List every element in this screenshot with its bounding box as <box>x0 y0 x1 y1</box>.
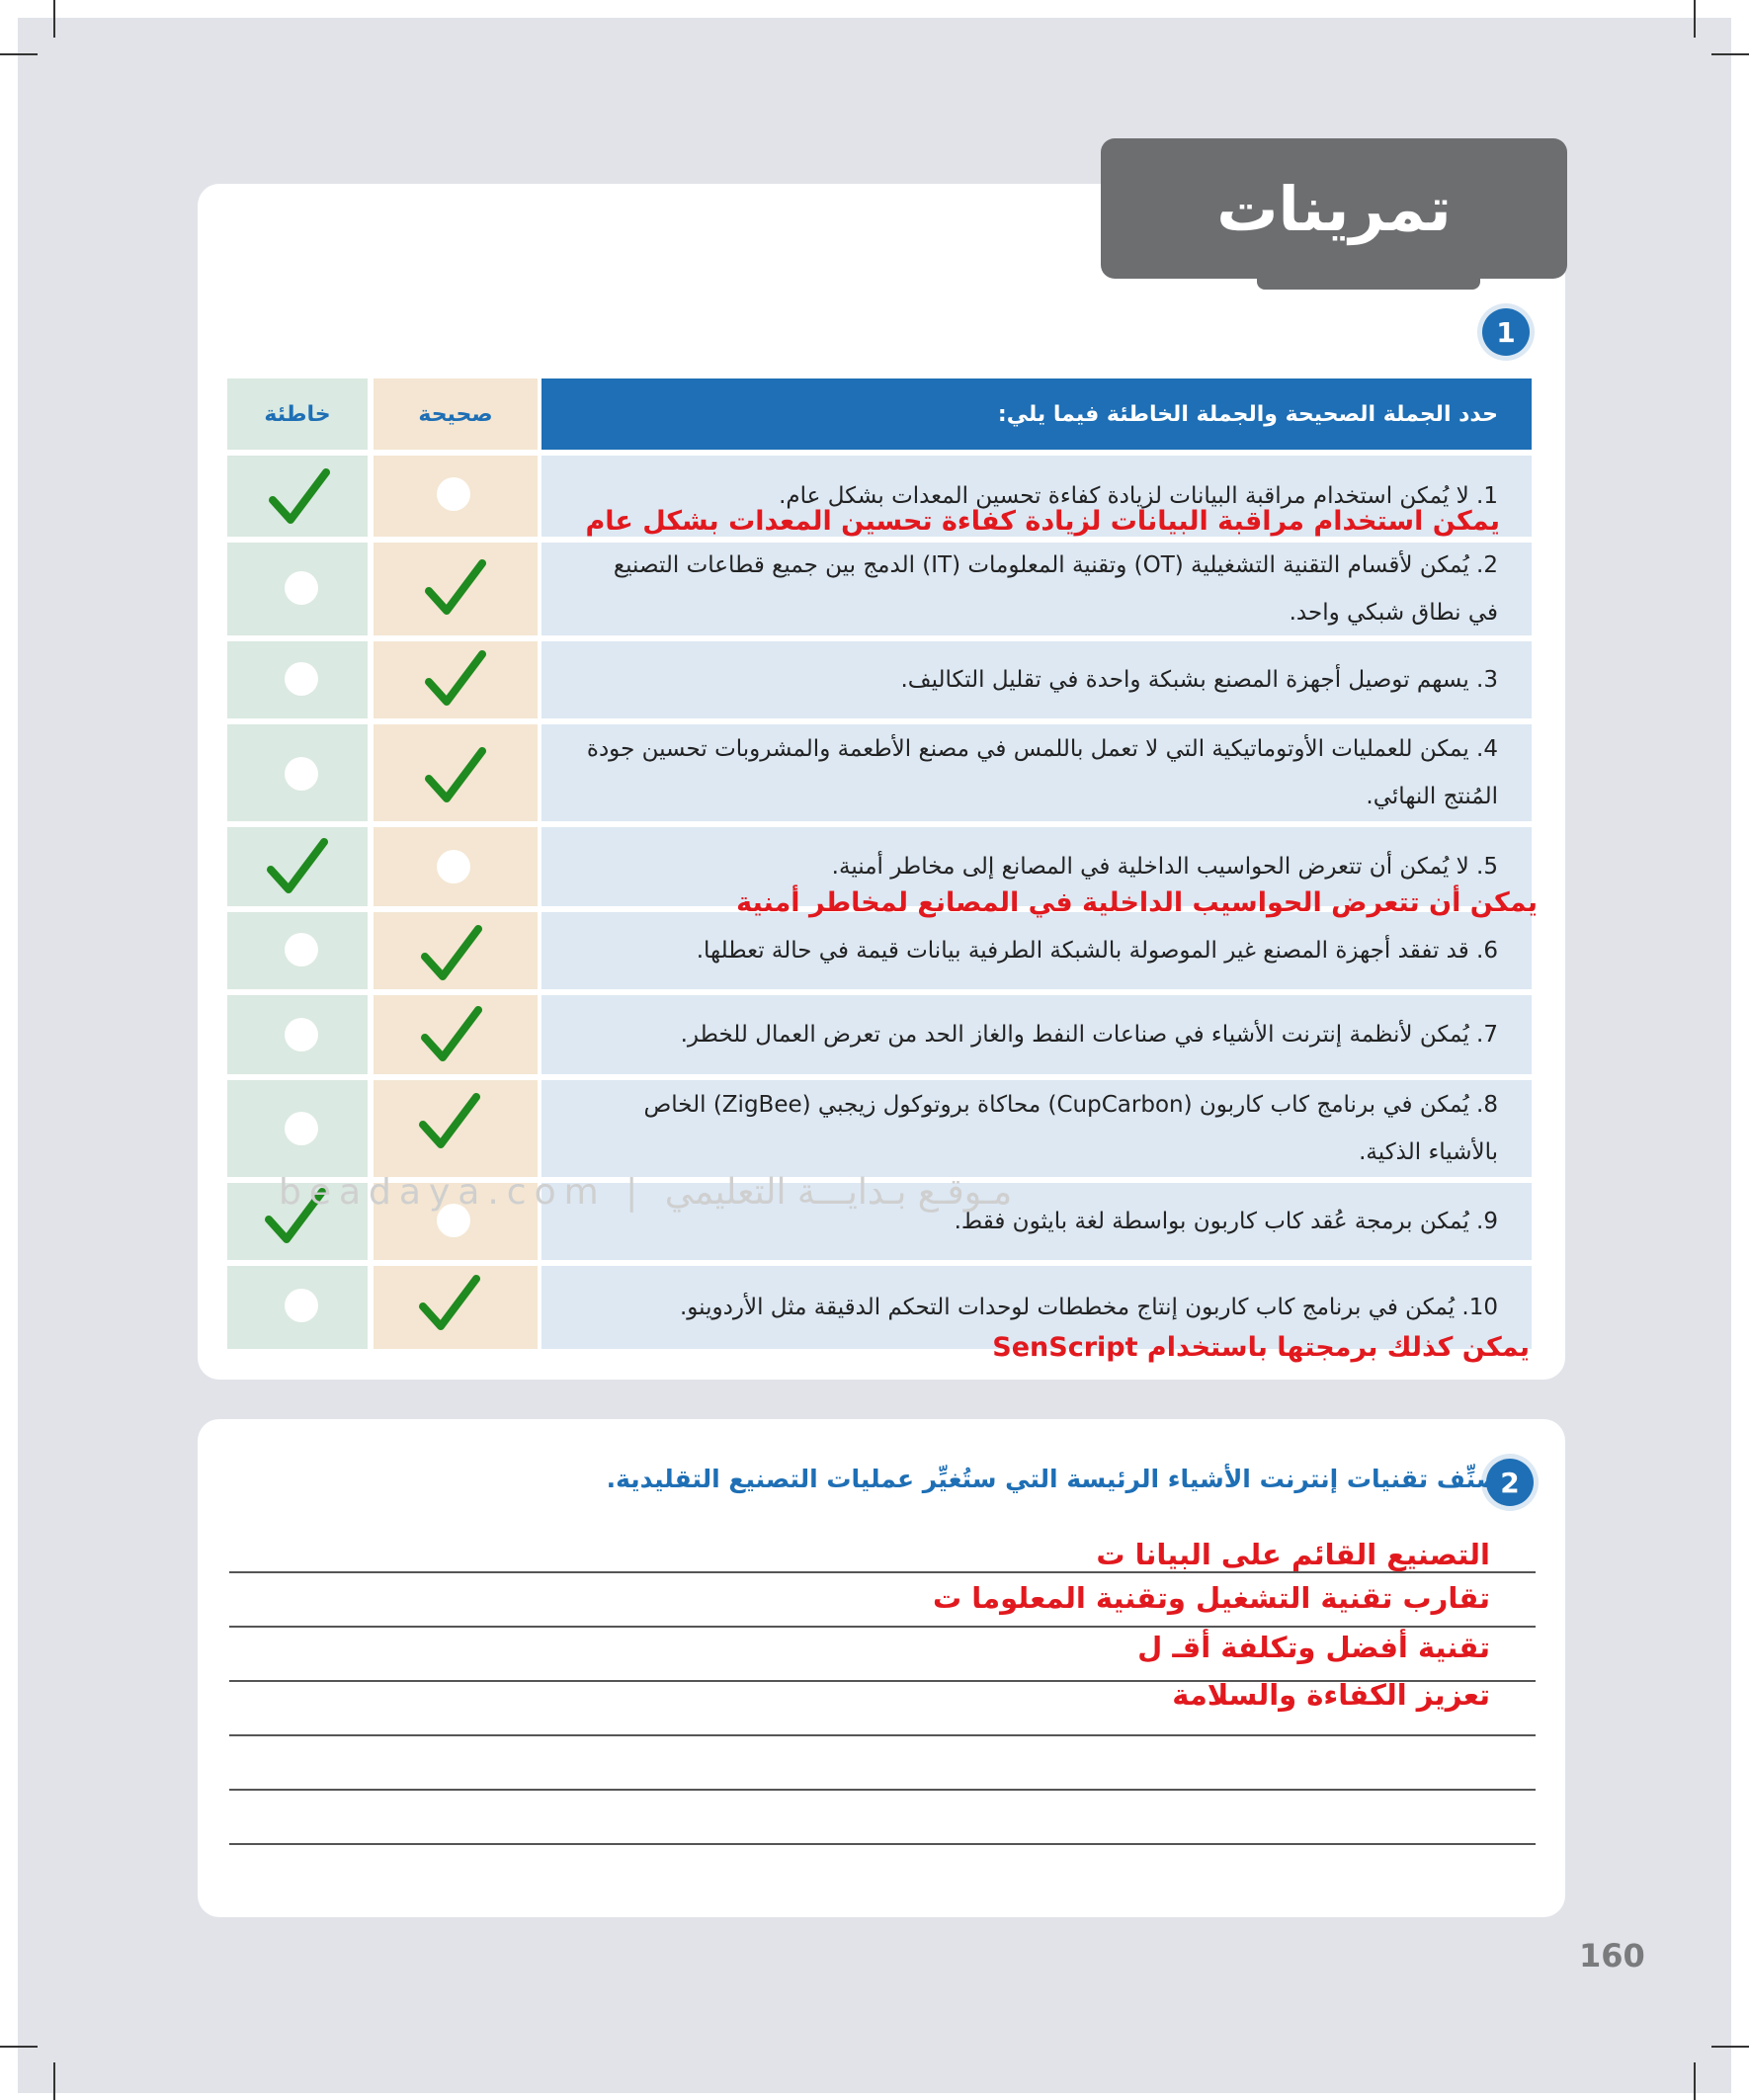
title-tab-foot <box>1257 272 1480 290</box>
statement-cell: 2. يُمكن لأقسام التقنية التشغيلية (OT) وتقنية المعلومات (IT) الدمج بين جميع قطاعات التصنيع في نطاق شبكي واحد. <box>541 543 1532 635</box>
crop-mark <box>1694 2062 1696 2100</box>
header-statement: حدد الجملة الصحيحة والجملة الخاطئة فيما يلي: <box>541 378 1532 450</box>
option-circle[interactable] <box>437 850 470 883</box>
crop-mark <box>53 0 55 38</box>
check-icon <box>425 745 486 806</box>
crop-mark <box>0 53 38 55</box>
answer-line <box>229 1571 1536 1573</box>
statement-cell: 4. يمكن للعمليات الأوتوماتيكية التي لا تعمل باللمس في مصنع الأطعمة والمشروبات تحسين جودة المُنتج النهائي. <box>541 724 1532 821</box>
crop-mark <box>1711 53 1749 55</box>
table-row <box>227 724 1532 821</box>
page-number: 160 <box>1579 1937 1645 1974</box>
answer-text: تقارب تقنية التشغيل وتقنية المعلوما ت <box>933 1581 1490 1615</box>
table-row <box>227 543 1532 635</box>
check-icon <box>425 557 486 619</box>
check-icon <box>419 1091 480 1152</box>
answer-text: تعزيز الكفاءة والسلامة <box>1172 1678 1490 1712</box>
annotation-row5: يمكن أن تتعرض الحواسيب الداخلية في المصانع لمخاطر أمنية <box>736 887 1538 918</box>
crop-mark <box>1711 2046 1749 2048</box>
statement-cell: 5. لا يُمكن أن تتعرض الحواسيب الداخلية في المصانع إلى مخاطر أمنية. <box>541 827 1532 906</box>
table-row <box>227 641 1532 718</box>
exercise2-question: صنِّف تقنيات إنترنت الأشياء الرئيسة التي ستُغيِّر عمليات التصنيع التقليدية. <box>606 1465 1500 1493</box>
option-circle[interactable] <box>437 477 470 511</box>
check-icon <box>421 923 482 984</box>
crop-mark <box>53 2062 55 2100</box>
statement-cell: 3. يسهم توصيل أجهزة المصنع بشبكة واحدة في تقليل التكاليف. <box>541 641 1532 718</box>
statement-cell: 8. يُمكن في برنامج كاب كاربون (CupCarbon) محاكاة بروتوكول زيجبي (ZigBee) الخاص بالأشياء الذكية. <box>541 1080 1532 1177</box>
option-circle[interactable] <box>285 1289 318 1322</box>
option-circle[interactable] <box>285 933 318 966</box>
answer-line <box>229 1789 1536 1791</box>
check-icon <box>425 648 486 710</box>
option-circle[interactable] <box>285 571 318 605</box>
answer-line <box>229 1626 1536 1628</box>
exercise2-number-badge: 2 <box>1486 1459 1534 1506</box>
answer-text: تقنية أفضل وتكلفة أقـ ل <box>1137 1631 1490 1664</box>
answer-text: التصنيع القائم على البيانا ت <box>1096 1538 1490 1571</box>
header-wrong: خاطئة <box>227 378 368 450</box>
watermark: beadaya.com | مـوقـع بـدايـــة التعليمي <box>279 1172 1013 1213</box>
option-circle[interactable] <box>285 662 318 696</box>
statement-cell: 10. يُمكن في برنامج كاب كاربون إنتاج مخططات لوحدات التحكم الدقيقة مثل الأردوينو. <box>541 1266 1532 1349</box>
option-circle[interactable] <box>285 757 318 791</box>
annotation-row10: يمكن كذلك برمجتها باستخدام SenScript <box>992 1332 1530 1363</box>
statement-cell: 1. لا يُمكن استخدام مراقبة البيانات لزيادة كفاءة تحسين المعدات بشكل عام. <box>541 456 1532 537</box>
statement-cell: 9. يُمكن برمجة عُقد كاب كاربون بواسطة لغة بايثون فقط. <box>541 1183 1532 1260</box>
option-circle[interactable] <box>285 1018 318 1051</box>
option-circle[interactable] <box>285 1112 318 1145</box>
answer-line <box>229 1843 1536 1845</box>
statement-cell: 6. قد تفقد أجهزة المصنع غير الموصولة بالشبكة الطرفية بيانات قيمة في حالة تعطلها. <box>541 912 1532 989</box>
check-icon <box>267 836 328 897</box>
annotation-row1: يمكن استخدام مراقبة البيانات لزيادة كفاءة تحسين المعدات بشكل عام <box>585 506 1500 537</box>
header-correct: صحيحة <box>374 378 538 450</box>
check-icon <box>269 466 330 528</box>
statement-cell: 7. يُمكن لأنظمة إنترنت الأشياء في صناعات النفط والغاز الحد من تعرض العمال للخطر. <box>541 995 1532 1074</box>
answer-line <box>229 1734 1536 1736</box>
crop-mark <box>0 2046 38 2048</box>
page-title: تمرينات <box>1101 138 1567 279</box>
crop-mark <box>1694 0 1696 38</box>
check-icon <box>419 1273 480 1334</box>
exercise1-number-badge: 1 <box>1482 308 1530 356</box>
check-icon <box>421 1004 482 1065</box>
